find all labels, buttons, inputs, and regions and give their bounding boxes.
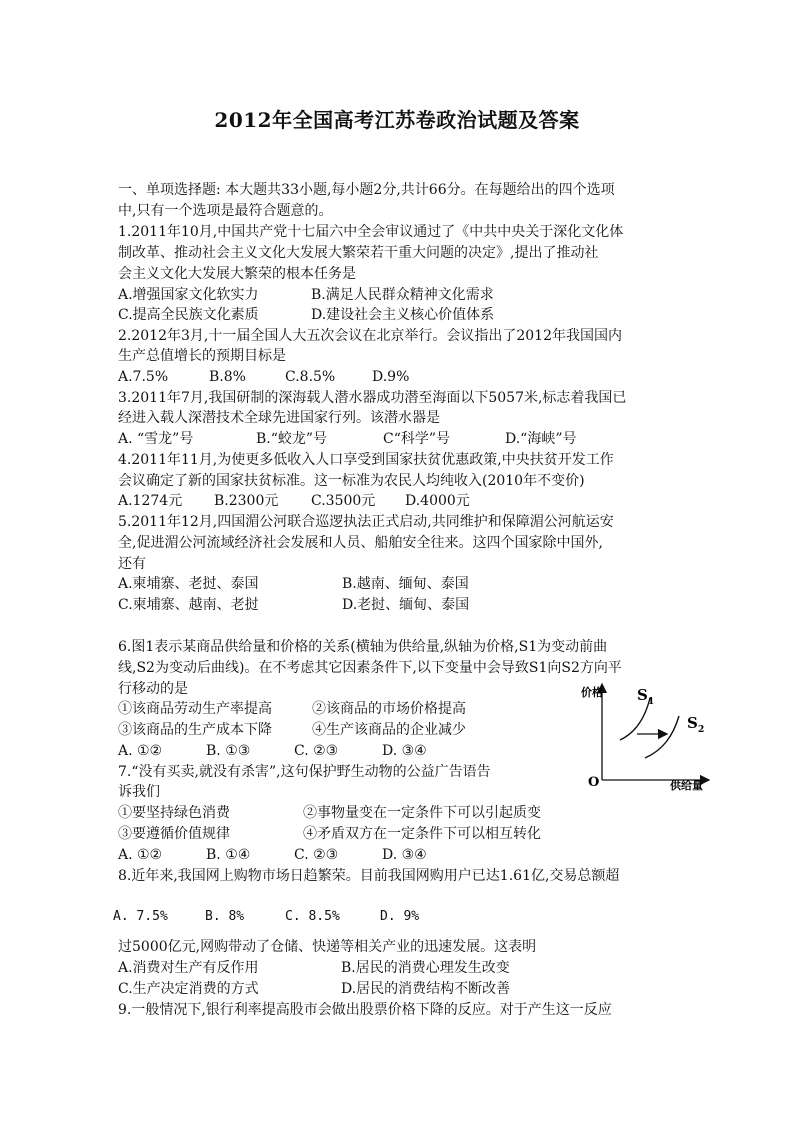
item-7-4: ④矛盾双方在一定条件下可以相互转化 bbox=[303, 826, 541, 842]
option-1b: B.满足人民群众精神文化需求 bbox=[311, 287, 494, 303]
question-7-cont: 诉我们 bbox=[118, 784, 160, 800]
option-1d: D.建设社会主义核心价值体系 bbox=[311, 307, 495, 323]
question-2: 2.2012年3月,十一届全国人大五次会议在北京举行。会议指出了2012年我国国内 bbox=[118, 328, 622, 344]
x-axis-label: 供给量 bbox=[670, 779, 703, 792]
item-6-1: ①该商品劳动生产率提高 bbox=[118, 701, 272, 717]
item-7-2: ②事物量变在一定条件下可以引起质变 bbox=[303, 805, 541, 821]
question-7: 7.“没有买卖,就没有杀害”,这句保护野生动物的公益广告语告 bbox=[118, 764, 491, 780]
s2-label: S bbox=[687, 714, 698, 732]
stray-option-d: D. 9% bbox=[380, 909, 420, 924]
question-8: 8.近年来,我国网上购物市场日趋繁荣。目前我国网购用户已达1.61亿,交易总额超 bbox=[118, 868, 620, 884]
option-4a: A.1274元 bbox=[118, 493, 183, 509]
item-6-3: ③该商品的生产成本下降 bbox=[118, 722, 272, 738]
option-6a: A. ①② bbox=[118, 743, 163, 759]
option-2c: C.8.5% bbox=[285, 369, 336, 385]
question-9: 9.一般情况下,银行利率提高股市会做出股票价格下降的反应。对于产生这一反应 bbox=[118, 1002, 612, 1018]
option-3d: D.“海峡”号 bbox=[505, 431, 577, 447]
item-6-4: ④生产该商品的企业减少 bbox=[312, 722, 466, 738]
question-5: 5.2011年12月,四国湄公河联合巡逻执法正式启动,共同维护和保障湄公河航运安 bbox=[118, 514, 614, 530]
item-7-3: ③要遵循价值规律 bbox=[118, 826, 230, 842]
option-2b: B.8% bbox=[209, 369, 246, 385]
question-1-cont: 制改革、推动社会主义文化大发展大繁荣若干重大问题的决定》,提出了推动社 bbox=[118, 245, 599, 261]
option-8c: C.生产决定消费的方式 bbox=[118, 981, 259, 997]
question-6-cont: 线,S2为变动后曲线)。在不考虑其它因素条件下,以下变量中会导致S1向S2方向平 bbox=[118, 660, 622, 676]
option-8d: D.居民的消费结构不断改善 bbox=[341, 981, 511, 997]
s1-subscript: 1 bbox=[648, 697, 655, 707]
option-7c: C. ②③ bbox=[294, 847, 339, 863]
option-5a: A.柬埔寨、老挝、泰国 bbox=[118, 576, 259, 592]
origin-label: O bbox=[588, 775, 600, 790]
option-2d: D.9% bbox=[372, 369, 410, 385]
s2-curve bbox=[645, 716, 679, 758]
question-2-cont: 生产总值增长的预期目标是 bbox=[118, 348, 286, 364]
stray-option-a: A. 7.5% bbox=[113, 909, 168, 924]
question-6: 6.图1表示某商品供给量和价格的关系(横轴为供给量,纵轴为价格,S1为变动前曲 bbox=[118, 639, 608, 655]
question-4-cont: 会议确定了新的国家扶贫标准。这一标准为农民人均纯收入(2010年不变价) bbox=[118, 473, 585, 489]
option-3b: B.“蛟龙”号 bbox=[256, 431, 328, 447]
option-5d: D.老挝、缅甸、泰国 bbox=[342, 597, 470, 613]
question-4: 4.2011年11月,为使更多低收入人口享受到国家扶贫优惠政策,中央扶贫开发工作 bbox=[118, 452, 614, 468]
option-3c: C“科学”号 bbox=[383, 431, 451, 447]
option-5c: C.柬埔寨、越南、老挝 bbox=[118, 597, 259, 613]
option-7b: B. ①④ bbox=[206, 847, 251, 863]
option-1a: A.增强国家文化软实力 bbox=[118, 287, 259, 303]
supply-price-figure bbox=[575, 678, 713, 793]
stray-option-c: C. 8.5% bbox=[285, 909, 340, 924]
option-6d: D. ③④ bbox=[382, 743, 427, 759]
section-header: 一、单项选择题: 本大题共33小题,每小题2分,共计66分。在每题给出的四个选项 bbox=[118, 182, 615, 198]
question-5-cont: 还有 bbox=[118, 556, 146, 572]
option-6c: C. ②③ bbox=[294, 743, 339, 759]
page-title: 2012年全国高考江苏卷政治试题及答案 bbox=[214, 108, 580, 132]
option-4d: D.4000元 bbox=[405, 493, 470, 509]
section-header-cont: 中,只有一个选项是最符合题意的。 bbox=[118, 203, 333, 219]
item-7-1: ①要坚持绿色消费 bbox=[118, 805, 230, 821]
question-6-cont: 行移动的是 bbox=[118, 681, 188, 697]
question-1: 1.2011年10月,中国共产党十七届六中全会审议通过了《中共中央关于深化文化体 bbox=[118, 224, 624, 240]
s2-subscript: 2 bbox=[698, 725, 705, 735]
option-8a: A.消费对生产有反作用 bbox=[118, 960, 259, 976]
option-4c: C.3500元 bbox=[311, 493, 376, 509]
option-5b: B.越南、缅甸、泰国 bbox=[342, 576, 469, 592]
option-7a: A. ①② bbox=[118, 847, 163, 863]
question-3: 3.2011年7月,我国研制的深海载人潜水器成功潜至海面以下5057米,标志着我国已 bbox=[118, 390, 627, 406]
option-4b: B.2300元 bbox=[214, 493, 279, 509]
option-8b: B.居民的消费心理发生改变 bbox=[341, 960, 510, 976]
stray-option-b: B. 8% bbox=[205, 909, 245, 924]
question-1-cont: 会主义文化大发展大繁荣的根本任务是 bbox=[118, 266, 356, 282]
option-2a: A.7.5% bbox=[118, 369, 169, 385]
option-1c: C.提高全民族文化素质 bbox=[118, 307, 259, 323]
question-5-cont: 全,促进湄公河流域经济社会发展和人员、船舶安全往来。这四个国家除中国外, bbox=[118, 535, 603, 551]
question-8-cont: 过5000亿元,网购带动了仓储、快递等相关产业的迅速发展。这表明 bbox=[118, 939, 537, 955]
y-axis-label: 价格 bbox=[581, 686, 603, 699]
s1-label: S bbox=[637, 686, 648, 704]
option-3a: A. “雪龙”号 bbox=[118, 431, 194, 447]
option-7d: D. ③④ bbox=[382, 847, 427, 863]
option-6b: B. ①③ bbox=[206, 743, 251, 759]
item-6-2: ②该商品的市场价格提高 bbox=[312, 701, 466, 717]
question-3-cont: 经进入载人深潜技术全球先进国家行列。该潜水器是 bbox=[118, 410, 440, 426]
